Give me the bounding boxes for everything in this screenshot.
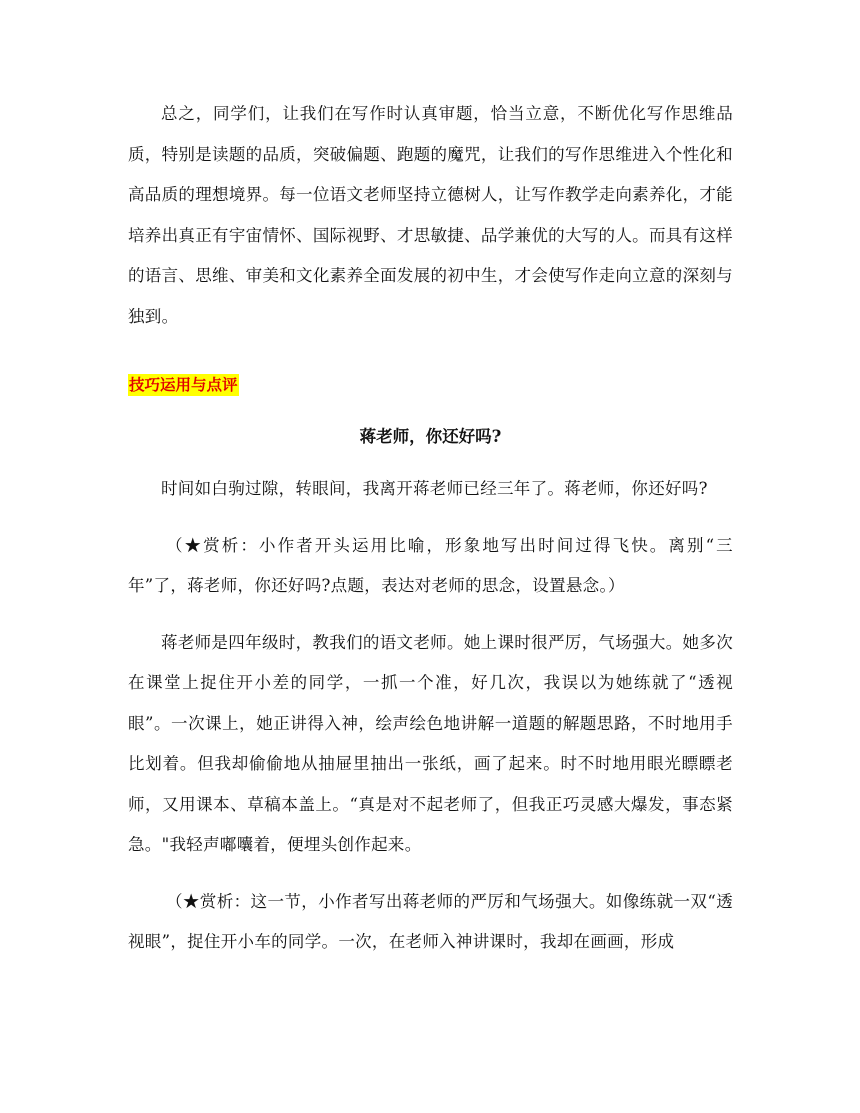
section-heading: 技巧运用与点评 <box>129 376 238 394</box>
body-paragraph: 蒋老师是四年级时，教我们的语文老师。她上课时很严厉，气场强大。她多次在课堂上捉住开小差的同学，一抓一个准，好几次，我误以为她练就了“透视眼”。一次课上，她正讲得入神，绘声绘色地讲解一道题的解题思路，不时地用手比划着。但我却偷偷地从抽屉里抽出一张纸，画了起来。时不时地用眼光瞟瞟老师，又用课本、草稿本盖上。“真是对不起老师了，但我正巧灵感大爆发，事态紧急。"我轻声嘟囔着，便埋头创作起来。 <box>128 632 733 854</box>
annotation-paragraph-2: （★赏析：这一节，小作者写出蒋老师的严厉和气场强大。如像练就一双“透视眼”，捉住开小车的同学。一次，在老师入神讲课时，我却在画画，形成 <box>128 891 733 951</box>
annotation-paragraph-1: （★赏析：小作者开头运用比喻，形象地写出时间过得飞快。离别“三年”了，蒋老师，你还好吗?点题，表达对老师的思念，设置悬念。） <box>128 535 733 595</box>
section-heading-row <box>128 365 733 405</box>
summary-paragraph: 总之，同学们，让我们在写作时认真审题，恰当立意，不断优化写作思维品质，特别是读题的品质，突破偏题、跑题的魔咒，让我们的写作思维进入个性化和高品质的理想境界。每一位语文老师坚持立德树人，让写作教学走向素养化，才能培养出真正有宇宙情怀、国际视野、才思敏捷、品学兼优的大写的人。而具有这样的语言、思维、审美和文化素养全面发展的初中生，才会使写作走向立意的深刻与独到。 <box>128 104 733 326</box>
intro-paragraph: 时间如白驹过隙，转眼间，我离开蒋老师已经三年了。蒋老师，你还好吗? <box>161 479 708 498</box>
document-page <box>128 94 733 963</box>
article-title: 蒋老师，你还好吗? <box>359 427 502 446</box>
